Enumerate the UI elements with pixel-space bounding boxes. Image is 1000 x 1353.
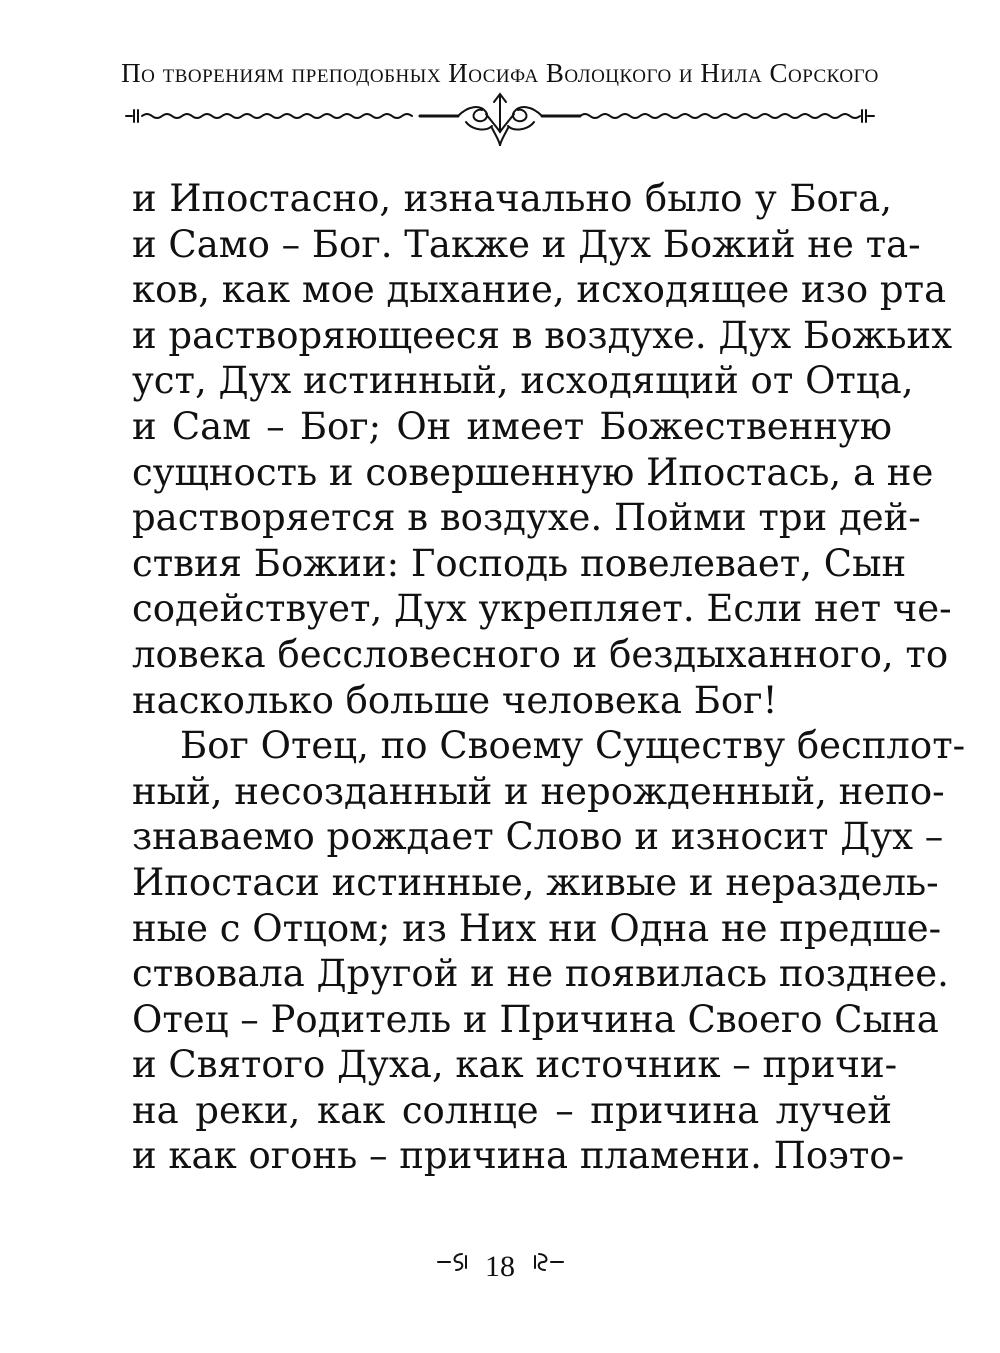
text-line: ный, несозданный и нерожденный, непо- (132, 769, 945, 813)
text-line: и Сам – Бог; Он имеет Божественную (132, 404, 892, 448)
page-number: 18 (485, 1250, 515, 1284)
text-line: содействует, Дух укрепляет. Если нет че- (132, 587, 952, 631)
text-line: Бог Отец, по Своему Существу бесплот- (180, 724, 966, 768)
text-line: ловека бессловесного и бездыханного, то (132, 632, 949, 676)
body-text (132, 176, 966, 1179)
text-line: ков, как мое дыхание, исходящее изо рта (132, 268, 947, 312)
text-line: ные с Отцом; из Них ни Одна не предше- (132, 906, 942, 950)
text-line: ствовала Другой и не появилась позднее. (132, 952, 949, 996)
text-line: Ипостаси истинные, живые и нераздель- (132, 860, 939, 904)
paragraph-2 (132, 723, 966, 1179)
text-line: уст, Дух истинный, исходящий от Отца, (132, 359, 914, 403)
text-line: и растворяющееся в воздухе. Дух Божьих (132, 313, 953, 357)
page-footer (0, 1245, 1000, 1287)
text-line: ствия Божии: Господь повелевает, Сын (132, 541, 907, 585)
folio-ornament-left-icon (436, 1247, 470, 1287)
text-line: и Ипостасно, изначально было у Бога, (132, 177, 892, 220)
ornamental-rule-icon (120, 92, 880, 148)
text-line: на реки, как солнце – причина лучей (132, 1088, 892, 1132)
text-line: насколько больше человека Бог! (132, 678, 778, 722)
text-line: и Само – Бог. Также и Дух Божий не та- (132, 222, 921, 266)
text-line: знаваемо рождает Слово и износит Дух – (132, 815, 944, 859)
text-line: и Святого Духа, как источник – причи- (132, 1043, 898, 1087)
running-head: По творениям преподобных Иосифа Волоцкого и Нила Сорского (121, 58, 879, 88)
paragraph-1 (132, 176, 953, 723)
text-line: и как огонь – причина пламени. Поэто- (132, 1134, 905, 1178)
text-line: сущность и совершенную Ипостась, а не (132, 450, 934, 494)
text-line: Отец – Родитель и Причина Своего Сына (132, 997, 939, 1041)
text-line: растворяется в воздухе. Пойми три дей- (132, 496, 921, 540)
folio-ornament-right-icon (531, 1247, 565, 1287)
